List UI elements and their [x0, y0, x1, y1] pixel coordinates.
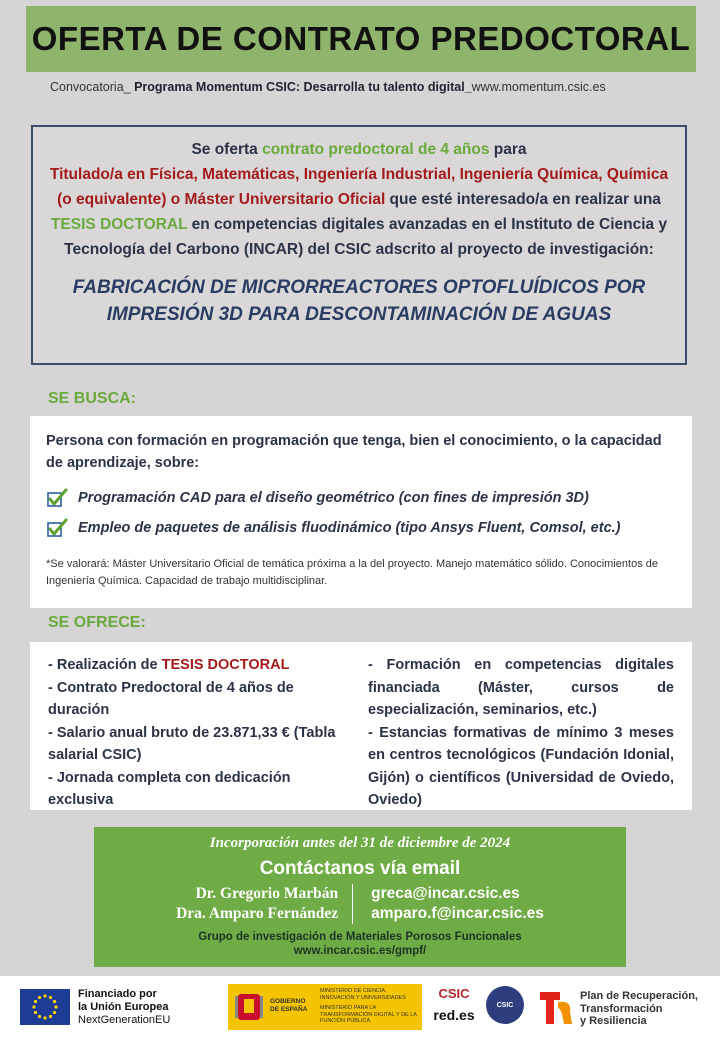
call-separator: _ — [464, 80, 472, 94]
thesis-highlight: TESIS DOCTORAL — [161, 657, 290, 673]
gov-label: GOBIERNO DE ESPAÑA — [270, 998, 308, 1013]
contact-box — [94, 827, 626, 967]
call-line — [50, 80, 606, 94]
coat-of-arms-icon — [234, 990, 264, 1024]
ofrece-left-column — [48, 654, 338, 810]
ofrece-label: SE OFRECE: — [48, 614, 146, 631]
email-link[interactable]: greca@incar.csic.es — [371, 885, 520, 902]
offer-description — [47, 137, 671, 262]
csic-text: CSIC — [438, 986, 470, 1001]
csic-seal-icon: CSIC — [486, 986, 524, 1024]
call-url[interactable]: www.momentum.csic.es — [471, 80, 606, 94]
project-title: FABRICACIÓN DE MICRORREACTORES OPTOFLUÍDICOS POR IMPRESIÓN 3D PARA DESCONTAMINACIÓN DE AGUAS — [72, 277, 646, 325]
ofrece-item: - Realización de TESIS DOCTORAL — [48, 657, 290, 673]
busca-box — [30, 416, 692, 608]
contact-name: Dra. Amparo Fernández — [176, 905, 339, 922]
busca-item — [46, 518, 676, 538]
title-banner — [26, 6, 696, 72]
group-url[interactable]: www.incar.csic.es/gmpf/ — [293, 945, 427, 957]
contact-names — [176, 884, 353, 924]
group-name: Grupo de investigación de Materiales Porosos Funcionales — [198, 931, 522, 943]
busca-item — [46, 488, 676, 508]
eu-funding-text: Financiado por la Unión Europea NextGenerationEU — [78, 988, 171, 1026]
contact-heading: Contáctanos vía email — [259, 858, 461, 879]
eu-flag-icon — [20, 989, 70, 1025]
spain-government-logo — [228, 984, 422, 1030]
contact-row — [94, 884, 626, 924]
email-link[interactable]: amparo.f@incar.csic.es — [371, 905, 544, 922]
contact-name: Dr. Gregorio Marbán — [195, 885, 339, 902]
redes-text: red.es — [433, 1007, 475, 1023]
page-title: OFERTA DE CONTRATO PREDOCTORAL — [31, 20, 691, 57]
call-program: Programa Momentum CSIC: Desarrolla tu talento digital — [134, 80, 465, 94]
busca-note: *Se valorará: Máster Universitario Oficial de temática próxima a la del proyecto. Manejo matemático sólido. Conocimientos de Ingeniería Química. Capacidad de trabajo multidisciplinar. — [46, 558, 658, 587]
recovery-plan-text: Plan de Recuperación, Transformación y Resiliencia — [580, 990, 698, 1027]
busca-item-text: Empleo de paquetes de análisis fluodinámico (tipo Ansys Fluent, Comsol, etc.) — [78, 520, 621, 536]
offer-contract-type: contrato predoctoral de 4 años — [262, 141, 490, 158]
busca-item-text: Programación CAD para el diseño geométrico (con fines de impresión 3D) — [78, 490, 589, 506]
ministry-labels: MINISTERIO DE CIENCIA, INNOVACIÓN Y UNIVERSIDADES MINISTERIO PARA LA TRANSFORMACIÓN DIGITAL Y DE LA FUNCIÓN PÚBLICA — [320, 988, 417, 1024]
offer-box — [31, 125, 687, 365]
contact-emails — [353, 884, 544, 924]
busca-intro: Persona con formación en programación que tenga, bien el conocimiento, o la capacidad de aprendizaje, sobre: — [46, 433, 662, 471]
offer-text-2: para — [489, 141, 527, 158]
checkbox-checked-icon — [46, 488, 68, 508]
offer-thesis: TESIS DOCTORAL — [50, 216, 188, 233]
call-prefix: Convocatoria_ — [50, 80, 135, 94]
footer-logos — [0, 976, 720, 1040]
research-group — [94, 930, 626, 958]
ofrece-item: - Formación en competencias digitales financiada (Máster, cursos de especialización, seminarios, etc.) — [368, 657, 674, 718]
offer-text-4: en competencias digitales avanzadas en el Instituto de Ciencia y Tecnología del Carbono (INCAR) del CSIC adscrito al proyecto de investigación: — [64, 216, 668, 258]
recovery-plan-icon — [538, 988, 576, 1028]
ofrece-item: - Salario anual bruto de 23.871,33 € (Tabla salarial CSIC) — [48, 724, 336, 763]
ofrece-item: - Jornada completa con dedicación exclusiva — [48, 769, 291, 808]
ofrece-right-column — [368, 654, 674, 810]
ofrece-item: - Contrato Predoctoral de 4 años de duración — [48, 679, 294, 718]
ofrece-item: - Estancias formativas de mínimo 3 meses en centros tecnológicos (Fundación Idonial, Gijón) o científicos (Universidad de Oviedo, Oviedo) — [368, 724, 674, 808]
offer-text-3: que esté interesado/a en realizar una — [385, 191, 661, 208]
offer-degrees: Titulado/a en Física, Matemáticas, Ingeniería Industrial, Ingeniería Química, Química (o equivalente) o Máster Universitario Oficial — [49, 166, 669, 208]
csic-redes-logo — [427, 986, 481, 1030]
ofrece-box — [30, 642, 692, 810]
offer-text-1: Se oferta — [191, 141, 263, 158]
checkbox-checked-icon — [46, 518, 68, 538]
deadline: Incorporación antes del 31 de diciembre de 2024 — [209, 835, 511, 851]
busca-label: SE BUSCA: — [48, 390, 137, 407]
